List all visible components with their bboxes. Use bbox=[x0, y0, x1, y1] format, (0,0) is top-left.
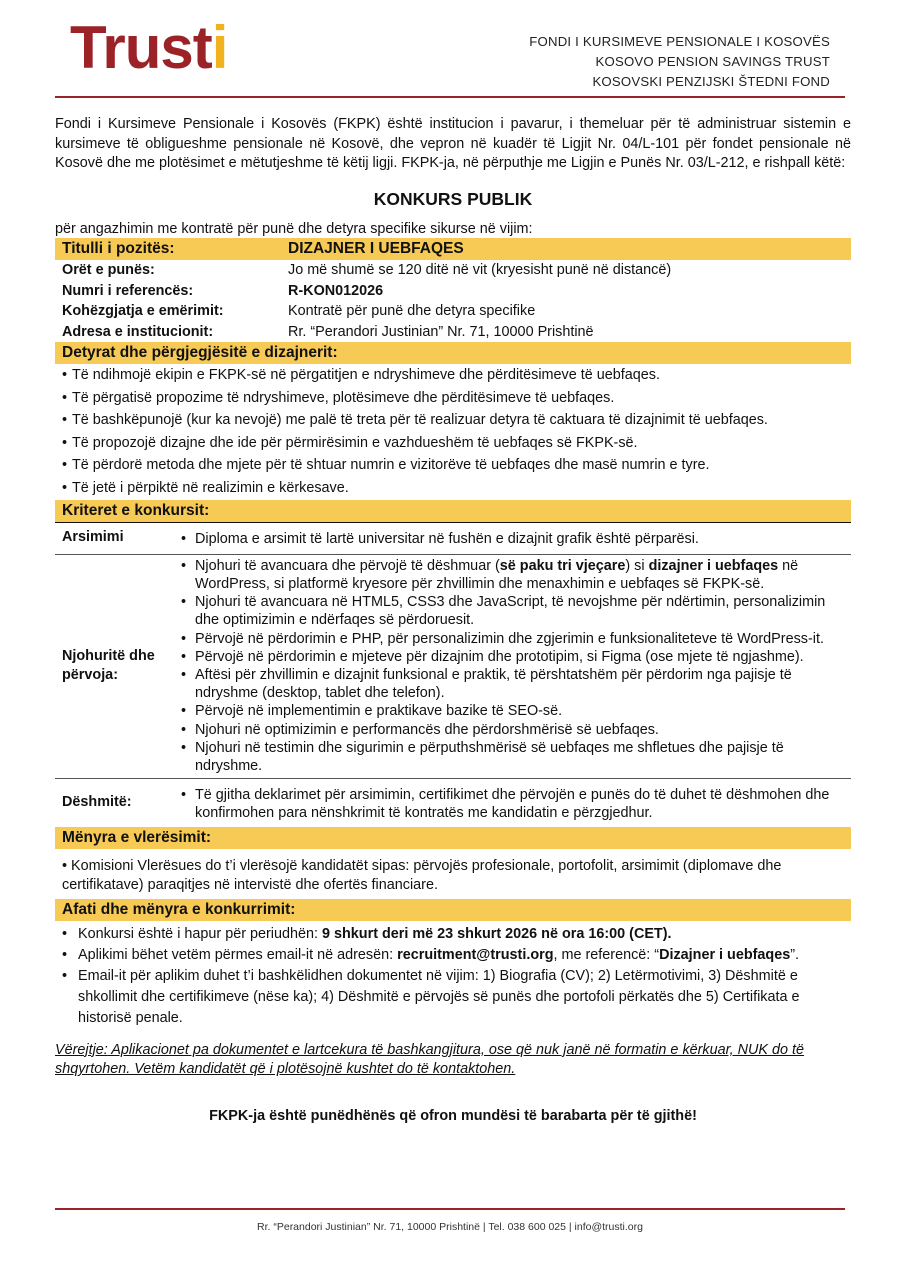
detail-row: Numri i referencës: R-KON012026 bbox=[62, 282, 384, 299]
org-name-english: KOSOVO PENSION SAVINGS TRUST bbox=[595, 54, 830, 69]
trusti-logo: Trusti bbox=[70, 14, 228, 81]
knowledge-label: Njohuritë dhe përvoja: bbox=[55, 554, 173, 778]
list-item: • Të propozojë dizajne dhe ide për përmirësimin e vazhdueshëm të uebfaqes së FKPK-së. bbox=[62, 434, 638, 451]
list-item: • Konkursi është i hapur për periudhën: 9 shkurt deri më 23 shkurt 2026 në ora 16:00 (CET). bbox=[62, 925, 672, 942]
list-item: • Të bashkëpunojë (kur ka nevojë) me palë të treta për të realizuar detyra të caktuara të dizajnimit të uebfaqes. bbox=[62, 412, 768, 429]
list-item: • Të përgatisë propozime të ndryshimeve, plotësimeve dhe përditësimeve të uebfaqes. bbox=[62, 389, 615, 406]
evaluation-heading: Mënyra e vlerësimit: bbox=[55, 827, 851, 849]
list-item: • Aftësi për zhvillimin e dizajnit funksional e praktik, të përshtatshëm për përdorim nga pajisje të ndryshme (desktop, tablet dhe telefon). bbox=[181, 666, 792, 702]
list-item: • Përvojë në përdorimin e mjeteve për dizajnim dhe prototipim, si Figma (ose mjete të ngjashme). bbox=[181, 648, 804, 665]
criteria-table bbox=[55, 522, 851, 827]
duties-heading: Detyrat dhe përgjegjësitë e dizajnerit: bbox=[55, 342, 851, 364]
deadline-value: 9 shkurt deri më 23 shkurt 2026 në ora 16:00 (CET). bbox=[322, 925, 672, 942]
criteria-heading: Kriteret e konkursit: bbox=[55, 500, 851, 522]
detail-row: Adresa e institucionit: Rr. “Perandori Justinian” Nr. 71, 10000 Prishtinë bbox=[62, 323, 594, 340]
reference-value: Dizajner i uebfaqes bbox=[659, 946, 791, 963]
application-list bbox=[55, 921, 851, 1030]
list-item: • Njohuri në testimin dhe sigurimin e përputhshmërisë së uebfaqes me shfletues dhe pajisje të ndryshme. bbox=[181, 739, 784, 774]
evaluation-text: • Komisioni Vlerësues do t’i vlerësojë kandidatët sipas: përvojës profesionale, portofolit, arsimimit (diplomave dhe certifikatave) paraqitjes në intervistë dhe ofertës financiare. bbox=[62, 857, 782, 894]
education-label: Arsimimi bbox=[55, 522, 173, 554]
education-text: Diploma e arsimit të lartë universitar në fushën e dizajnit grafik është përparësi. bbox=[195, 530, 699, 547]
position-title-bar bbox=[55, 238, 851, 260]
organization-names bbox=[529, 32, 830, 92]
duties-list bbox=[55, 364, 851, 500]
list-item: • Aplikimi bëhet vetëm përmes email-it në adresën: recruitment@trusti.org, me referencë: “Dizajner i uebfaqes”. bbox=[62, 946, 800, 963]
application-heading: Afati dhe mënyra e konkurrimit: bbox=[55, 899, 851, 921]
email-address[interactable]: recruitment@trusti.org bbox=[397, 946, 554, 963]
header-divider bbox=[55, 96, 845, 98]
evidence-text: Të gjitha deklarimet për arsimimin, certifikimet dhe përvojën e punës do të duhet të dëshmohen dhe konfirmohen para nënshkrimit të kontratës me kandidatin e përzgjedhur. bbox=[195, 787, 830, 822]
list-item: • Njohuri të avancuara dhe përvojë të dëshmuar (së paku tri vjeçare) si dizajner i uebfaqes në WordPress, si platformë kryesore për zhvillimin dhe menaxhimin e uebfaqes së FKPK-së. bbox=[181, 557, 799, 592]
criteria-row-evidence: Dëshmitë: • Të gjitha deklarimet për arsimimin, certifikimet dhe përvojën e punës do të duhet të dëshmohen dhe konfirmohen para nënshkrimit të kontratës me kandidatin e përzgjedhur. bbox=[55, 779, 851, 827]
footer-divider bbox=[55, 1208, 845, 1210]
list-item: • Të përdorë metoda dhe mjete për të shtuar numrin e vizitorëve të uebfaqes dhe masë numrin e tyre. bbox=[62, 457, 710, 474]
subtitle: për angazhimin me kontratë për punë dhe detyra specifike sikurse në vijim: bbox=[55, 221, 533, 237]
position-title-label: Titulli i pozitës: bbox=[62, 240, 175, 257]
intro-paragraph: Fondi i Kursimeve Pensionale i Kosovës (FKPK) është institucion i pavarur, i themeluar për të administruar sistemin e kursimeve të obligueshme pensionale në Kosovë, dhe vepron në kuadër të Ligjit Nr. 04/L-101 për fondet pensionale në Kosovë dhe me plotësimet e mëtutjeshme të këtij ligji. FKPK-ja, në përputhje me Ligjin e Punës Nr. 03/L-212, e rishpall këtë: bbox=[55, 116, 851, 171]
evidence-label: Dëshmitë: bbox=[55, 779, 173, 827]
footer-contact: Rr. “Perandori Justinian” Nr. 71, 10000 Prishtinë | Tel. 038 600 025 | info@trusti.org bbox=[257, 1221, 643, 1233]
org-name-serbian: KOSOVSKI PENZIJSKI ŠTEDNI FOND bbox=[592, 74, 830, 89]
list-item: • Përvojë në përdorimin e PHP, për personalizimin dhe zgjerimin e funksionaliteteve të WordPress-it. bbox=[181, 630, 824, 647]
detail-row: Kohëzgjatja e emërimit: Kontratë për punë dhe detyra specifike bbox=[62, 303, 536, 319]
document-body bbox=[55, 115, 851, 1126]
criteria-row-education: Arsimimi • Diploma e arsimit të lartë universitar në fushën e dizajnit grafik është përparësi. bbox=[55, 522, 851, 554]
closing-statement: FKPK-ja është punëdhënës që ofron mundësi të barabarta për të gjithë! bbox=[209, 1107, 697, 1124]
list-item: • Përvojë në implementimin e praktikave bazike të SEO-së. bbox=[181, 703, 563, 720]
detail-row: Orët e punës: Jo më shumë se 120 ditë në vit (kryesisht punë në distancë) bbox=[62, 262, 672, 278]
position-title-value: DIZAJNER I UEBFAQES bbox=[288, 240, 464, 257]
list-item: • Email-it për aplikim duhet t’i bashkëlidhen dokumentet në vijim: 1) Biografia (CV); 2) Letërmotivimi, 3) Dëshmitë e shkollimit dhe certifikimeve (nëse ka); 4) Dëshmitë e përvojës së punës dhe portofoli përkatës dhe 5) Certifikata e historisë penale. bbox=[62, 968, 800, 1027]
list-item: • Njohuri në optimizimin e performancës dhe përdorshmërisë së uebfaqes. bbox=[181, 721, 659, 738]
remark-note: Vërejtje: Aplikacionet pa dokumentet e lartcekura të bashkangjitura, ose që nuk janë në formatin e kërkuar, NUK do të shqyrtohen. Vetëm kandidatët që i plotësojnë kushtet do të kontaktohen. bbox=[55, 1041, 805, 1078]
list-item: • Njohuri të avancuara në HTML5, CSS3 dhe JavaScript, të nevojshme për ndërtimin, personalizimin dhe optimizimin e ndërfaqes së përdoruesit. bbox=[181, 594, 826, 629]
org-name-albanian: FONDI I KURSIMEVE PENSIONALE I KOSOVËS bbox=[529, 34, 830, 49]
list-item: • Të jetë i përpiktë në realizimin e kërkesave. bbox=[62, 479, 349, 496]
criteria-row-knowledge bbox=[55, 554, 851, 778]
page-title: KONKURS PUBLIK bbox=[373, 188, 533, 209]
list-item: • Të ndihmojë ekipin e FKPK-së në përgatitjen e ndryshimeve dhe përditësimeve të uebfaqes. bbox=[62, 367, 660, 383]
